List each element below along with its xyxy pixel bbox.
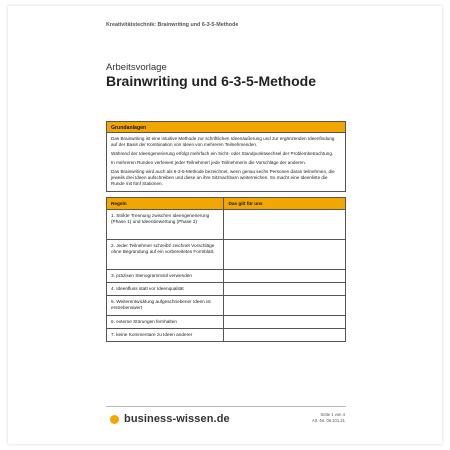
rule-cell: 1. Strikte Trennung zwischen Ideengenerierung (Phase 1) und Ideenbewertung (Phase 2) xyxy=(107,210,224,240)
rules-column-header: Regeln xyxy=(107,198,224,210)
applies-cell[interactable] xyxy=(224,270,346,283)
table-row xyxy=(107,270,346,283)
page-number: Seite 1 von 4 xyxy=(320,412,345,417)
applies-cell[interactable] xyxy=(224,240,346,270)
logo-dot-icon xyxy=(110,415,119,424)
grundlagen-paragraph: In mehreren Runden verfeinert jeder Teilnehmer/ jede Teilnehmerin die Vorschläge der anderen. xyxy=(111,160,306,165)
rule-cell: 3. präzisen Stenogrammstil verwenden xyxy=(107,270,224,283)
document-subtitle: Arbeitsvorlage xyxy=(106,62,167,73)
rule-cell: 2. Jeder Teilnehmer schreibt/ zeichnet Vorschläge ohne Begründung auf ein vorbereitetes Formblatt. xyxy=(107,240,224,270)
applies-cell[interactable] xyxy=(224,329,346,342)
applies-cell[interactable] xyxy=(224,210,346,240)
page-info xyxy=(300,412,345,424)
brand-logo xyxy=(110,413,230,425)
applies-cell[interactable] xyxy=(224,296,346,316)
document-title: Brainwriting und 6-3-5-Methode xyxy=(106,73,316,89)
article-number: Art.-Nr. 06.101.21 xyxy=(311,418,345,423)
rule-cell: 5. Weiterentwicklung aufgeschriebener Ideen ist erstrebenswert xyxy=(107,296,224,316)
table-row xyxy=(107,329,346,342)
grundlagen-heading: Grundanlagen xyxy=(107,122,345,133)
page-header: Kreativitätstechnik: Brainwriting und 6-3-5-Methode xyxy=(106,22,239,28)
grundlagen-body xyxy=(107,133,345,191)
rules-header-row xyxy=(107,198,346,210)
table-row xyxy=(107,283,346,296)
table-row xyxy=(107,210,346,240)
applies-column-header: Das gilt für uns xyxy=(224,198,346,210)
table-row xyxy=(107,240,346,270)
grundlagen-paragraph: Während der Ideengenerierung erfolgt mehrfach ein Sicht- oder Standpunktwechsel der Problembetrachtung. xyxy=(111,151,334,156)
applies-cell[interactable] xyxy=(224,316,346,329)
table-row xyxy=(107,296,346,316)
rule-cell: 6. externe Störungen fernhalten xyxy=(107,316,224,329)
footer-divider xyxy=(106,406,346,407)
grundlagen-box xyxy=(106,121,346,192)
logo-text: business-wissen.de xyxy=(124,413,230,425)
rule-cell: 7. keine Kommentare zu Ideen anderer xyxy=(107,329,224,342)
table-row xyxy=(107,316,346,329)
grundlagen-paragraph: Das Brainwriting wird auch als 6-3-5-Methode bezeichnet, wenn genau sechs Personen daran teilnehmen, die jeweils drei Ideen aufschreiben und diese an ihre Sitznachbarn weiterreichen. So macht eine Ideenliste die Runde mit fünf Stationen. xyxy=(111,169,335,186)
rules-table xyxy=(106,197,346,342)
applies-cell[interactable] xyxy=(224,283,346,296)
grundlagen-paragraph: Das Brainwriting ist eine intuitive Methode zur schriftlichen Ideenäußerung und zur ergänzenden Ideenfindung auf der Basis der Kombination von Ideen von mehreren Teilnehmenden. xyxy=(111,136,335,147)
rule-cell: 4. Ideenfluss statt vor Ideenqualität xyxy=(107,283,224,296)
